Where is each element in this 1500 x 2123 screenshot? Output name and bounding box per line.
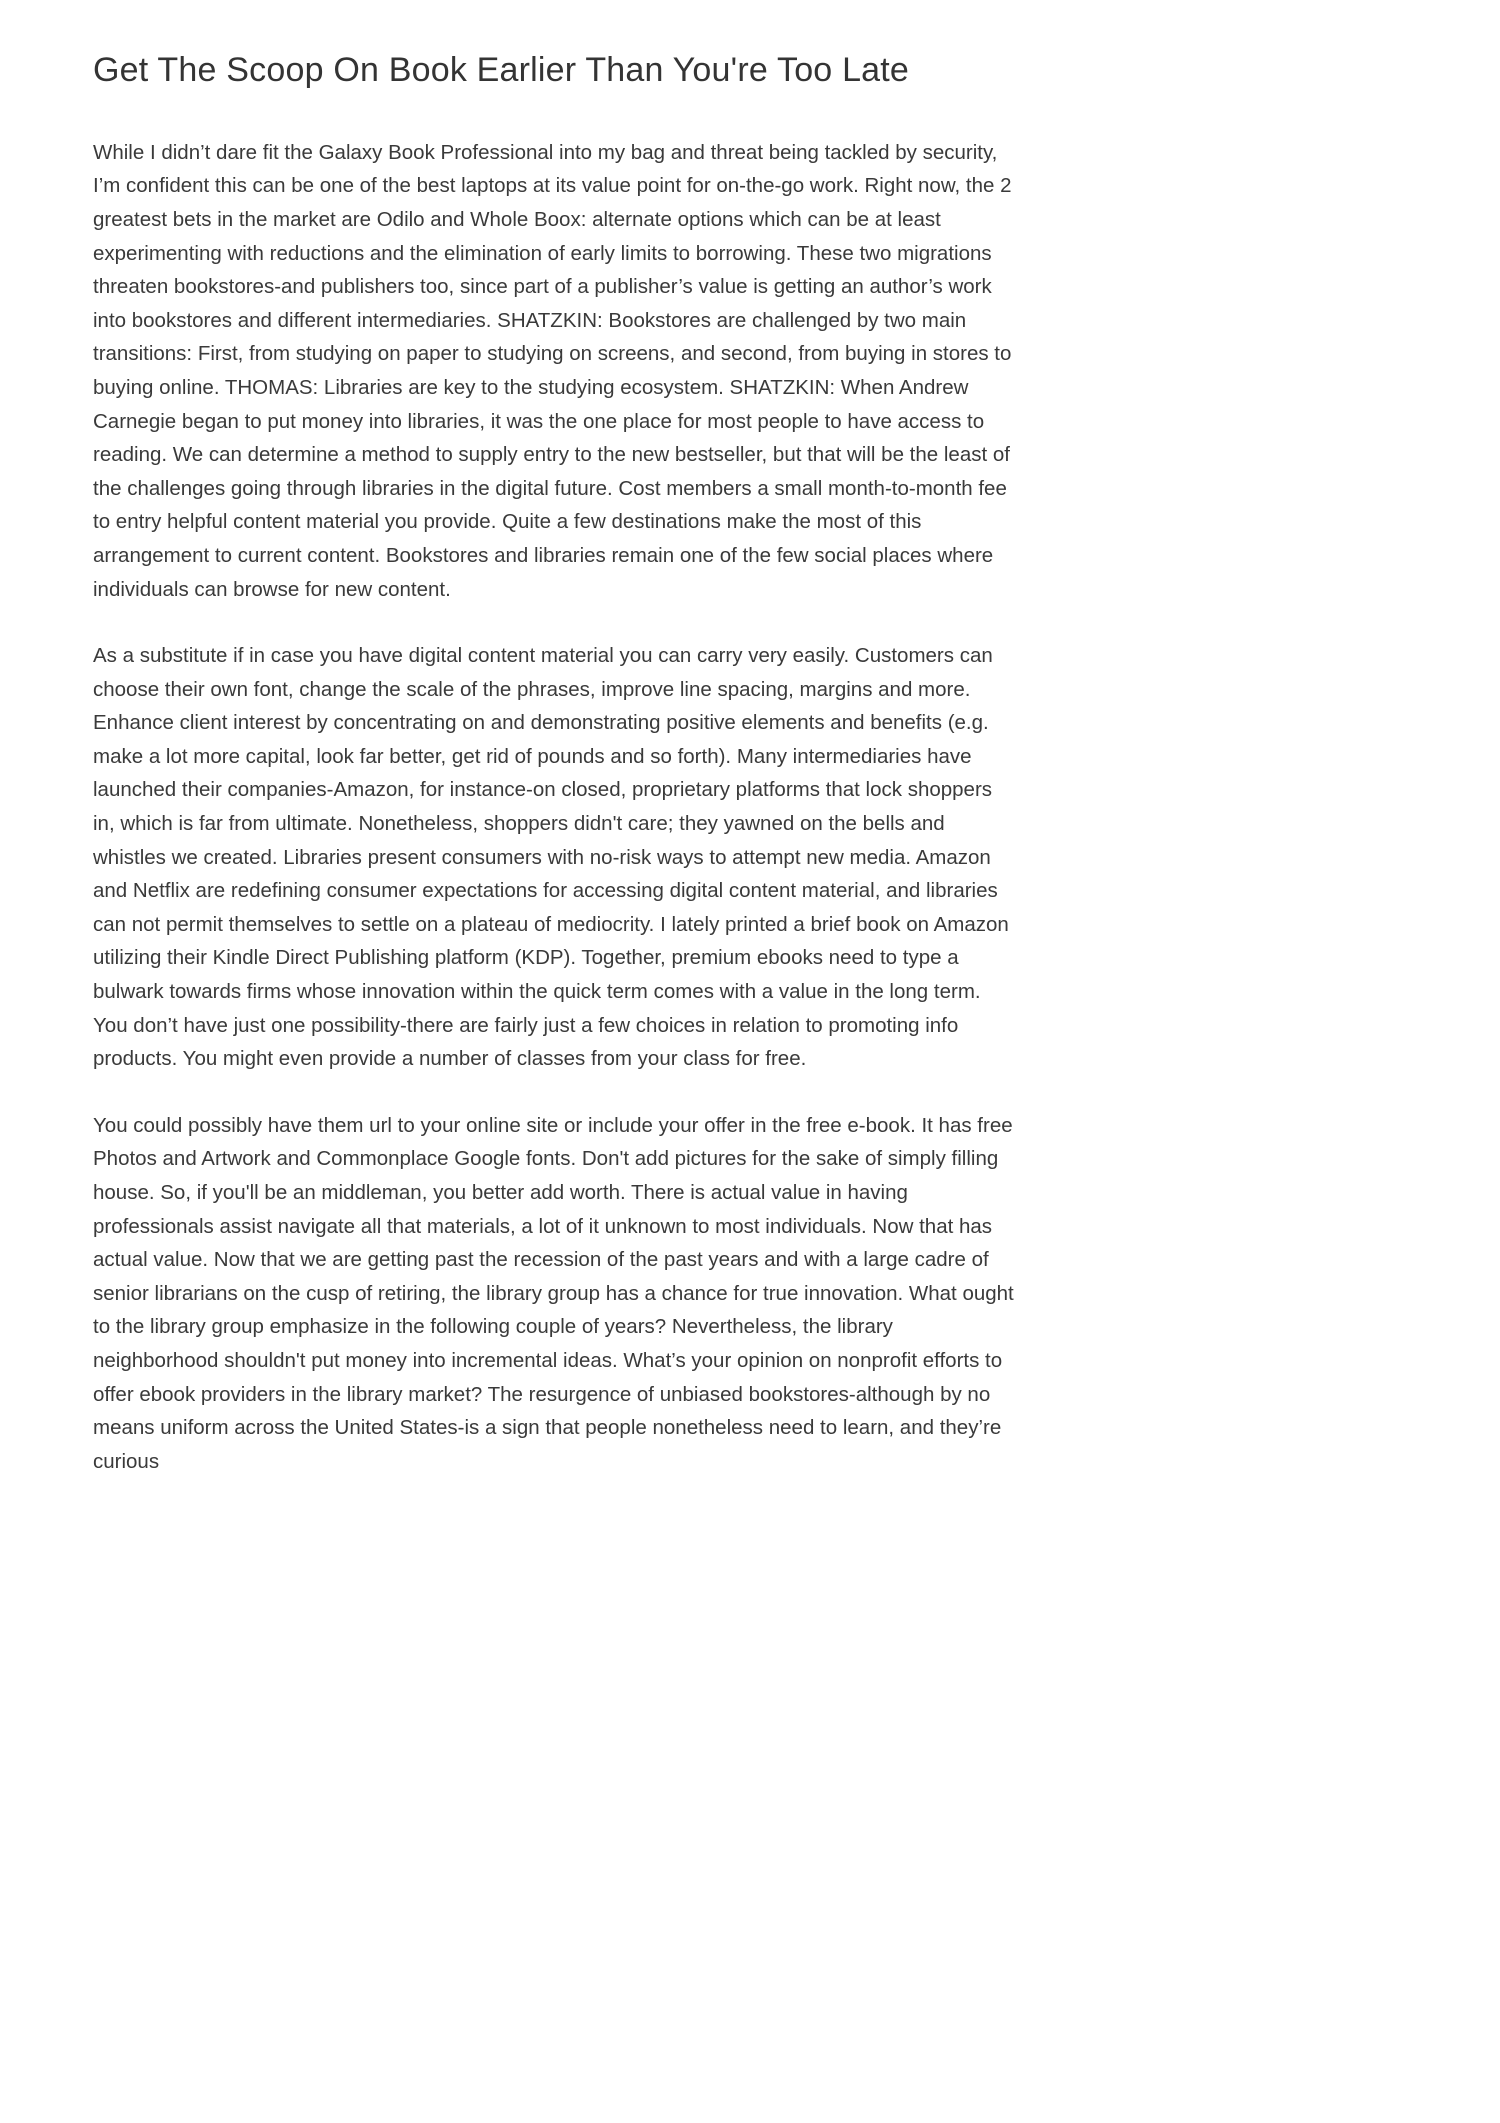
page-title: Get The Scoop On Book Earlier Than You're Too Late — [93, 51, 910, 89]
paragraph-2: As a substitute if in case you have digital content material you can carry very easily. Customers can choose their own font, change the scale of the phrases, improve line spacing, margins and more. Enhance client interest by concentrating on and demonstrating positive elements and benefits (e.g. make a lot more capital, look far better, get rid of pounds and so forth). Many intermediaries have launched their companies-Amazon, for instance-on closed, proprietary platforms that lock shoppers in, which is far from ultimate. Nonetheless, shoppers didn't care; they yawned on the bells and whistles we created. Libraries present consumers with no-risk ways to attempt new media. Amazon and Netflix are redefining consumer expectations for accessing digital content material, and libraries can not permit themselves to settle on a plateau of mediocrity. I lately printed a brief book on Amazon utilizing their Kindle Direct Publishing platform (KDP). Together, premium ebooks need to type a bulwark towards firms whose innovation within the quick term comes with a value in the long term. You don’t have just one possibility-there are fairly just a few choices in relation to promoting info products. You might even provide a number of classes from your class for free. — [93, 644, 1009, 1071]
document-page — [0, 0, 1020, 1478]
paragraph-1: While I didn’t dare fit the Galaxy Book Professional into my bag and threat being tackled by security, I’m confident this can be one of the best laptops at its value point for on-the-go work. Right now, the 2 greatest bets in the market are Odilo and Whole Boox: alternate options which can be at least experimenting with reductions and the elimination of early limits to borrowing. These two migrations threaten bookstores-and publishers too, since part of a publisher’s value is getting an author’s work into bookstores and different intermediaries. SHATZKIN: Bookstores are challenged by two main transitions: First, from studying on paper to studying on screens, and second, from buying in stores to buying online. THOMAS: Libraries are key to the studying ecosystem. SHATZKIN: When Andrew Carnegie began to put money into libraries, it was the one place for most people to have access to reading. We can determine a method to supply entry to the new bestseller, but that will be the least of the challenges going through libraries in the digital future. Cost members a small month-to-month fee to entry helpful content material you provide. Quite a few destinations make the most of this arrangement to current content. Bookstores and libraries remain one of the few social places where individuals can browse for new content. — [93, 140, 1012, 601]
article-body — [93, 136, 1020, 1479]
paragraph-3: You could possibly have them url to your online site or include your offer in the free e-book. It has free Photos and Artwork and Commonplace Google fonts. Don't add pictures for the sake of simply filling house. So, if you'll be an middleman, you better add worth. There is actual value in having professionals assist navigate all that materials, a lot of it unknown to most individuals. Now that has actual value. Now that we are getting past the recession of the past years and with a large cadre of senior librarians on the cusp of retiring, the library group has a chance for true innovation. What ought to the library group emphasize in the following couple of years? Nevertheless, the library neighborhood shouldn't put money into incremental ideas. What’s your opinion on nonprofit efforts to offer ebook providers in the library market? The resurgence of unbiased bookstores-although by no means uniform across the United States-is a sign that people nonetheless need to learn, and they’re curious — [93, 1113, 1014, 1473]
